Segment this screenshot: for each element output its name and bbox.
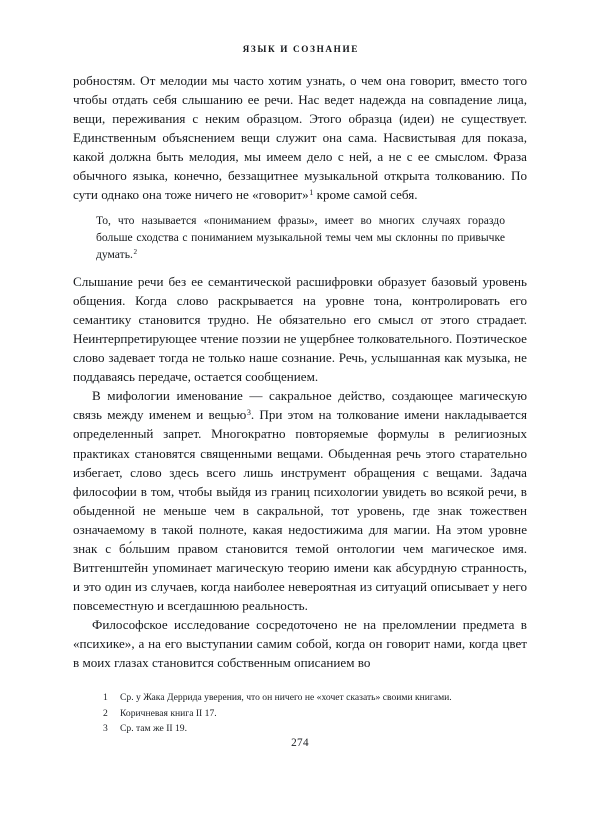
page-number: 274 — [291, 737, 309, 749]
paragraph-3-text-a: В мифологии именование — сакральное действо, создающее магическую связь между именем и вещью — [73, 388, 527, 423]
footnote-marker-1[interactable]: 1 — [309, 188, 314, 198]
footnote-text: Ср. там же II 19. — [120, 722, 187, 734]
footnote-number: 3 — [103, 722, 108, 734]
footnote-number: 2 — [103, 707, 108, 719]
footnote-text: Коричневая книга II 17. — [120, 707, 217, 719]
block-quote-text: То, что называется «пониманием фразы», имеет во многих случаях гораздо больше сходства с пониманием музыкальной темы чем мы склонны по привычке думать. — [96, 214, 505, 261]
footnote-item — [103, 721, 527, 736]
paragraph-1-text-b: кроме самой себя. — [313, 187, 418, 203]
paragraph-2 — [73, 272, 527, 386]
paragraph-3 — [73, 386, 527, 615]
paragraph-1 — [73, 71, 527, 204]
footnote-marker-3[interactable]: 3 — [246, 408, 251, 418]
running-head: ЯЗЫК И СОЗНАНИЕ — [242, 44, 360, 54]
footnote-item — [103, 706, 527, 721]
footnote-text: Ср. у Жака Деррида уверения, что он ничего не «хочет сказать» своими книгами. — [120, 692, 452, 704]
page-content-column — [73, 0, 527, 736]
footnote-item — [103, 690, 527, 705]
footnote-marker-2[interactable]: 2 — [133, 247, 138, 256]
block-quote-paragraph — [96, 213, 505, 263]
block-quote — [73, 213, 527, 263]
footnote-section — [73, 690, 527, 736]
paragraph-3-text-b: . При этом на толкование имени накладывается определенный запрет. Многократно повторяемые формулы в религиозных практиках становятся священными вещами. Обыденная речь этого старательно избегает, слово здесь всего лишь инструмент обращения с вещами. Задача философии в том, чтобы выйдя из границ психологии увидеть во всякой речи, в обыденной не меньше чем в сакральной, тот уровень, где знак тожествен означаемому в такой полноте, какая недостижима для магии. На этом уровне знак с бо́льшим правом становится темой онтологии чем магическое имя. Витгенштейн упоминает магическую теорию имени как абсурдную странность, и это один из случаев, когда наиболее невероятная из ситуаций описывает у него повсеместную и всегдашнюю реальность. — [73, 407, 527, 613]
body-text-block — [73, 71, 527, 672]
footnote-number: 1 — [103, 692, 108, 704]
paragraph-2-text: Слышание речи без ее семантической расшифровки образует базовый уровень общения. Когда слово раскрывается на уровне тона, контролировать его семантику становится трудно. Не обязательно его смысл от этого страдает. Неинтерпретирующее чтение поэзии не ущербнее толковательного. Поэтическое слово задевает тогда не только наше сознание. Речь, услышанная как музыка, не поддаваясь передаче, остается сообщением. — [73, 274, 527, 385]
paragraph-4 — [73, 615, 527, 672]
paragraph-1-text-a: робностям. От мелодии мы часто хотим узнать, о чем она говорит, вместо того чтобы отдать себя слышанию ее речи. Нас ведет надежда на совпадение лица, вещи, переживания с неким образцом. Этого образца (идеи) не существует. Единственным объяснением вещи служит она сама. Насвистывая для показа, какой должна быть мелодия, мы имеем дело с ней, а не с ее смыслом. Фраза обычного языка, конечно, беззащитнее музыкальной открыта толкованию. По сути однако она тоже ничего не «говорит» — [73, 73, 527, 203]
paragraph-4-text: Философское исследование сосредоточено не на преломлении предмета в «психике», а на его выступании самим собой, когда он говорит нами, когда цвет в моих глазах становится собственным описанием во — [73, 616, 527, 671]
